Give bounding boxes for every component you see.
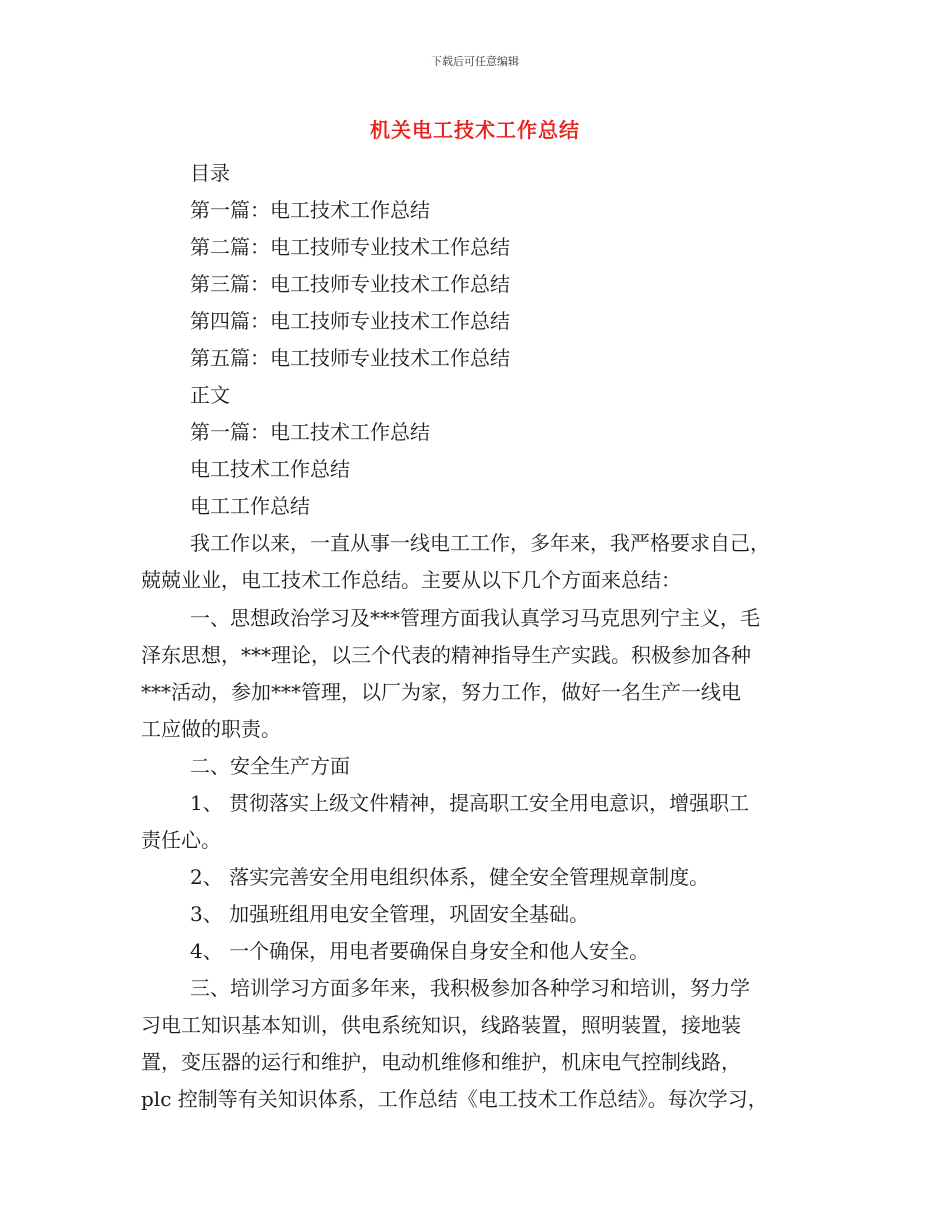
body-line: 第一篇：电工技术工作总结 (190, 420, 430, 444)
body-line: ***活动，参加***管理，以厂为家，努力工作，做好一名生产一线电 (141, 680, 741, 704)
body-line: 责任心。 (141, 828, 221, 852)
body-line: 三、培训学习方面多年来，我积极参加各种学习和培训，努力学 (190, 976, 750, 1000)
body-line: 电工工作总结 (190, 494, 310, 518)
body-line: 置，变压器的运行和维护，电动机维修和维护，机床电气控制线路， (141, 1050, 741, 1074)
body-line: 我工作以来，一直从事一线电工工作，多年来，我严格要求自己， (190, 531, 770, 555)
body-line: 电工技术工作总结 (190, 457, 350, 481)
body-line: 1、 贯彻落实上级文件精神，提高职工安全用电意识，增强职工 (190, 791, 750, 815)
body-line: 二、安全生产方面 (190, 754, 350, 778)
header-note: 下载后可任意编辑 (431, 55, 519, 68)
body-line: 3、 加强班组用电安全管理，巩固安全基础。 (190, 902, 590, 926)
body-line: plc 控制等有关知识体系，工作总结《电工技术工作总结》。每次学习， (141, 1087, 768, 1111)
page-title: 机关电工技术工作总结 (370, 118, 580, 142)
body-line: 工应做的职责。 (141, 717, 281, 741)
body-line: 2、 落实完善安全用电组织体系，健全安全管理规章制度。 (190, 865, 710, 889)
body-line: 泽东思想，***理论，以三个代表的精神指导生产实践。积极参加各种 (141, 643, 751, 667)
body-line: 第四篇：电工技师专业技术工作总结 (190, 309, 510, 333)
body-line: 第五篇：电工技师专业技术工作总结 (190, 346, 510, 370)
body-line: 一、思想政治学习及***管理方面我认真学习马克思列宁主义，毛 (190, 606, 760, 630)
body-line: 正文 (190, 383, 230, 407)
body-line: 4、 一个确保，用电者要确保自身安全和他人安全。 (190, 939, 650, 963)
body-line: 兢兢业业，电工技术工作总结。主要从以下几个方面来总结： (141, 568, 681, 592)
body-line: 第一篇：电工技术工作总结 (190, 198, 430, 222)
body-line: 习电工知识基本知训，供电系统知识，线路装置，照明装置，接地装 (141, 1013, 741, 1037)
body-line: 目录 (190, 161, 230, 185)
body-line: 第三篇：电工技师专业技术工作总结 (190, 272, 510, 296)
body-line: 第二篇：电工技师专业技术工作总结 (190, 235, 510, 259)
